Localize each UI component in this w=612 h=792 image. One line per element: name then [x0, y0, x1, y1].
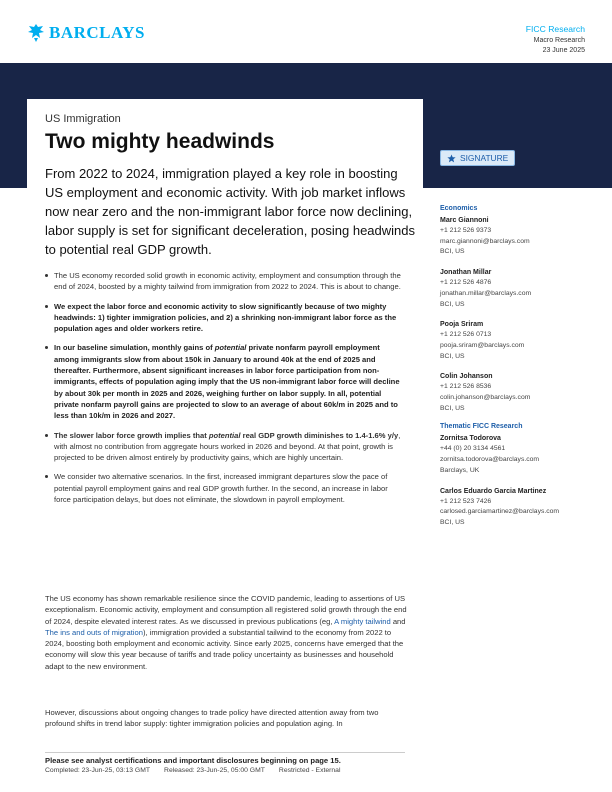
analyst-card — [440, 319, 590, 362]
research-subunit: Macro Research — [533, 37, 585, 44]
link-mighty-tailwind[interactable]: A mighty tailwind — [334, 616, 391, 626]
analyst-card — [440, 267, 590, 310]
bullet-2 — [45, 301, 405, 335]
analyst-phone: +1 212 526 4876 — [440, 279, 492, 287]
analyst-name: Zornitsa Todorova — [440, 435, 501, 443]
analyst-name: Jonathan Millar — [440, 269, 492, 277]
economics-heading: Economics — [440, 205, 478, 212]
analyst-entity: BCI, US — [440, 352, 465, 360]
para1-c: ), immigration provided a substantial tailwind to the economy from 2022 to 2024, boosting both employment and economic activity. Since early 2025, concerns have emerged that the economy will slow this year because of tariffs and trade policy uncertainty as businesses and household adapt to the new environment. — [45, 627, 404, 671]
bullet-3 — [45, 342, 405, 421]
analyst-name: Colin Johanson — [440, 373, 493, 381]
eagle-icon — [27, 23, 45, 43]
footer-meta — [45, 767, 340, 774]
body-paragraph-2: However, discussions about ongoing changes to trade policy have directed attention away from two profound shifts in trend labor supply: tighter immigration policies and population aging. In — [45, 708, 379, 729]
analyst-email[interactable]: jonathan.millar@barclays.com — [440, 289, 532, 297]
analyst-phone: +1 212 526 0713 — [440, 331, 492, 339]
link-ins-and-outs[interactable]: The ins and outs of migration — [45, 627, 143, 637]
analyst-email[interactable]: pooja.sriram@barclays.com — [440, 341, 525, 349]
research-unit: FICC Research — [525, 24, 585, 34]
analyst-email[interactable]: carlosed.garciamartinez@barclays.com — [440, 508, 560, 516]
kicker: US Immigration — [45, 113, 121, 125]
analyst-email[interactable]: marc.giannoni@barclays.com — [440, 237, 530, 245]
analyst-phone: +1 212 526 8536 — [440, 383, 492, 391]
analyst-email[interactable]: colin.johanson@barclays.com — [440, 394, 531, 402]
analyst-card — [440, 371, 590, 414]
bullet-3-pre: In our baseline simulation, monthly gains of — [54, 343, 215, 353]
analyst-entity: Barclays, UK — [440, 466, 480, 474]
bullet-3-post: private nonfarm payroll employment among immigrants slow from about 150k in January to around 40k at the end of 2025 and thereafter. Furthermore, absent significant increases in labor force participation from non-immigrants, effects of population aging imply that the US non-immigrant labor force will decline by about 30k per month in 2025 and 2026, weighing further on labor supply. In all, potential private nonfarm payroll gains are projected to slow to an average of about 60k/m in 2025 and to less than 10k/m in 2026 and 2027. — [54, 343, 400, 421]
analyst-entity: BCI, US — [440, 300, 465, 308]
report-date: 23 June 2025 — [542, 47, 585, 54]
brand-name: BARCLAYS — [49, 23, 145, 42]
bullet-4-post: , with almost no contribution from aggregate hours worked in 2026 and beyond. At that point, growth is projected to be driven almost entirely by productivity gains, which are highly uncertain. — [54, 430, 401, 463]
analyst-name: Pooja Sriram — [440, 321, 484, 329]
bullet-3-em: potential — [214, 343, 247, 353]
para1-b: and — [390, 616, 406, 626]
analyst-phone: +1 212 526 9373 — [440, 227, 492, 234]
signature-label: SIGNATURE — [460, 153, 509, 163]
analyst-name: Carlos Eduardo Garcia Martinez — [440, 487, 547, 495]
analyst-card — [440, 486, 590, 529]
analyst-email[interactable]: zornitsa.todorova@barclays.com — [440, 456, 540, 464]
star-icon — [447, 154, 456, 163]
bullet-5 — [45, 471, 405, 505]
report-header — [526, 24, 585, 54]
analyst-entity: BCI, US — [440, 518, 465, 526]
analyst-card — [440, 433, 590, 476]
analyst-card — [440, 215, 590, 258]
analyst-phone: +1 212 523 7426 — [440, 497, 492, 505]
completed-time: Completed: 23-Jun-25, 03:13 GMT — [45, 767, 151, 774]
bullet-1 — [45, 270, 405, 293]
body-paragraph-1 — [45, 593, 407, 672]
barclays-logo — [27, 23, 145, 43]
bullet-4-bold: real GDP growth diminishes to 1.4-1.6% y/y — [240, 430, 399, 440]
summary-bullets — [45, 270, 405, 513]
analyst-entity: BCI, US — [440, 404, 465, 412]
bullet-4-pre: The slower labor force growth implies that — [54, 430, 209, 440]
lede: From 2022 to 2024, immigration played a key role in boosting US employment and economic activity. With job market inflows now near zero and the non-immigrant labor force now declining, labor supply is set for significant deceleration, posing headwinds to potential real GDP growth. — [45, 166, 415, 257]
footer-divider — [45, 752, 405, 753]
thematic-heading: Thematic FICC Research — [440, 423, 523, 431]
bullet-5-text: We consider two alternative scenarios. In the first, increased immigrant departures slow the pace of potential payroll employment gains and real GDP growth further. In the second, an increase in labor force participation delays, but does not eliminate, the slowdown in payroll employment. — [54, 472, 388, 505]
page-title: Two mighty headwinds — [45, 130, 275, 153]
analyst-entity: BCI, US — [440, 248, 465, 256]
analyst-name: Marc Giannoni — [440, 217, 489, 224]
bullet-4 — [45, 430, 405, 464]
bullet-4-em: potential — [208, 430, 241, 440]
bullet-2-text: We expect the labor force and economic activity to slow significantly because of two mighty headwinds: 1) tighter immigration policies, and 2) a shrinking non-immigrant labor force as the population ages and older workers retire. — [54, 301, 397, 334]
released-time: Released: 23-Jun-25, 05:00 GMT — [164, 767, 265, 774]
disclosure-note: Please see analyst certifications and important disclosures beginning on page 15. — [45, 756, 341, 765]
bullet-1-text: The US economy recorded solid growth in economic activity, employment and consumption through the end of 2024, boosted by a mighty tailwind from immigration from 2022 to 2024. This is about to change. — [54, 271, 401, 292]
analyst-sidebar — [440, 205, 590, 538]
analyst-phone: +44 (0) 20 3134 4561 — [440, 445, 506, 453]
signature-badge — [440, 150, 515, 166]
para1-a: The US economy has shown remarkable resilience since the COVID pandemic, leading to assertions of US exceptionalism. Economic activity, employment and consumption all registered solid growth through the end of 2024, despite elevated interest rates. As we discussed in previous publications (eg, — [45, 594, 407, 626]
restriction-label: Restricted - External — [278, 767, 341, 774]
